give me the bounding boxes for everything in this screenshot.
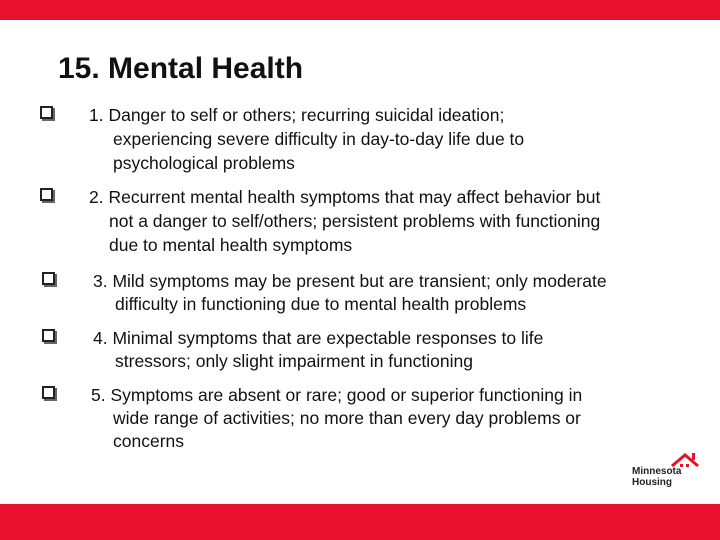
item-text-line: concerns [113, 431, 185, 451]
checkbox-square-icon [42, 386, 55, 399]
item-text-line: due to mental health symptoms [109, 235, 353, 255]
item-text-line: stressors; only slight impairment in functioning [115, 351, 473, 371]
item-text-line: 3. Mild symptoms may be present but are transient; only moderate [93, 271, 607, 291]
item-text-line: difficulty in functioning due to mental health problems [115, 294, 527, 314]
logo-text: Minnesota [632, 466, 682, 477]
item-text-line: experiencing severe difficulty in day-to-day life due to [113, 129, 525, 149]
bottom-accent-bar [0, 504, 720, 540]
item-text-line: wide range of activities; no more than every day problems or [113, 408, 581, 428]
logo-text: Housing [632, 477, 672, 488]
item-text-line: 5. Symptoms are absent or rare; good or superior functioning in [91, 385, 583, 405]
checkbox-square-icon [42, 329, 55, 342]
item-text-line: not a danger to self/others; persistent problems with functioning [109, 211, 601, 231]
item-text-line: 4. Minimal symptoms that are expectable responses to life [93, 328, 544, 348]
top-accent-bar [0, 0, 720, 20]
item-text-line: 2. Recurrent mental health symptoms that may affect behavior but [89, 187, 601, 207]
item-text-line: 1. Danger to self or others; recurring suicidal ideation; [89, 105, 505, 125]
minnesota-housing-logo [632, 452, 704, 496]
checkbox-square-icon [40, 106, 53, 119]
slide-title: 15. Mental Health [58, 52, 304, 85]
checkbox-square-icon [40, 188, 53, 201]
checkbox-square-icon [42, 272, 55, 285]
item-text-line: psychological problems [113, 153, 295, 173]
